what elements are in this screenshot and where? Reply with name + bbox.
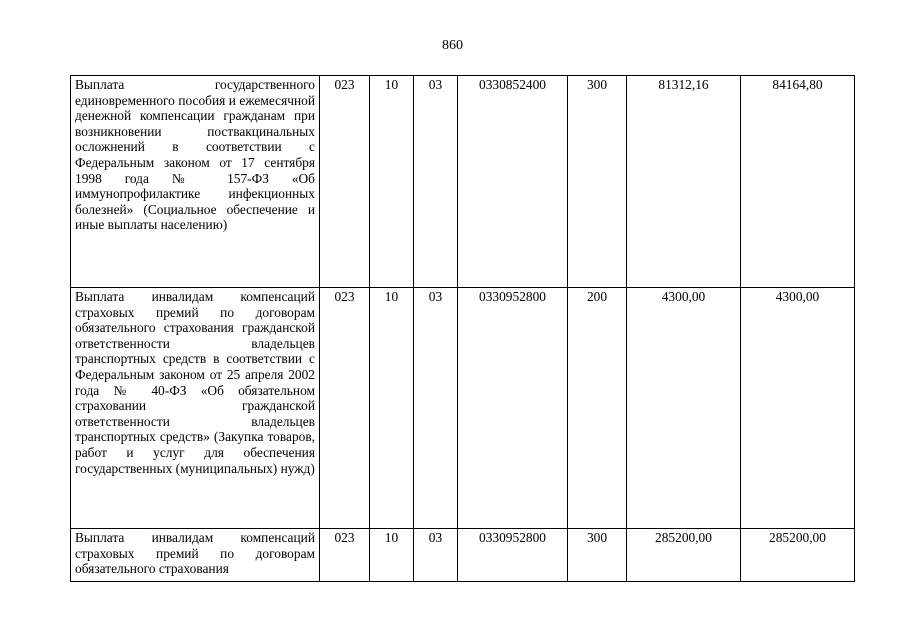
amount-year-2: 285200,00 <box>741 529 855 582</box>
page-number: 860 <box>442 38 463 53</box>
ministry-code: 023 <box>320 529 370 582</box>
table-row <box>71 288 855 529</box>
target-article-code: 0330852400 <box>458 76 568 288</box>
ministry-code: 023 <box>320 288 370 529</box>
subsection-code: 03 <box>414 288 458 529</box>
amount-year-1: 4300,00 <box>627 288 741 529</box>
row-name: Выплата государственного единовременного пособия и ежемесячной денежной компенсации гражданам при возникновении поствакцинальных осложнений в соответствии с Федеральным законом от 17 сентября 1998 года № 157-ФЗ «Об иммунопрофилактике инфекционных болезней» (Социальное обеспечение и иные выплаты населению) <box>71 76 320 288</box>
target-article-code: 0330952800 <box>458 529 568 582</box>
ministry-code: 023 <box>320 76 370 288</box>
amount-year-1: 81312,16 <box>627 76 741 288</box>
expense-type-code: 300 <box>568 529 627 582</box>
section-code: 10 <box>370 76 414 288</box>
subsection-code: 03 <box>414 76 458 288</box>
section-code: 10 <box>370 529 414 582</box>
target-article-code: 0330952800 <box>458 288 568 529</box>
amount-year-2: 84164,80 <box>741 76 855 288</box>
row-name: Выплата инвалидам компенсаций страховых премий по договорам обязательного страхования гражданской ответственности владельцев транспортных средств в соответствии с Федеральным законом от 25 апреля 2002 года № 40-ФЗ «Об обязательном страховании гражданской ответственности владельцев транспортных средств» (Закупка товаров, работ и услуг для обеспечения государственных (муниципальных) нужд) <box>71 288 320 529</box>
table-row <box>71 76 855 288</box>
amount-year-2: 4300,00 <box>741 288 855 529</box>
section-code: 10 <box>370 288 414 529</box>
subsection-code: 03 <box>414 529 458 582</box>
budget-table <box>70 75 855 582</box>
expense-type-code: 300 <box>568 76 627 288</box>
expense-type-code: 200 <box>568 288 627 529</box>
amount-year-1: 285200,00 <box>627 529 741 582</box>
row-name: Выплата инвалидам компенсаций страховых премий по договорам обязательного страхования <box>71 529 320 582</box>
table-row <box>71 529 855 582</box>
